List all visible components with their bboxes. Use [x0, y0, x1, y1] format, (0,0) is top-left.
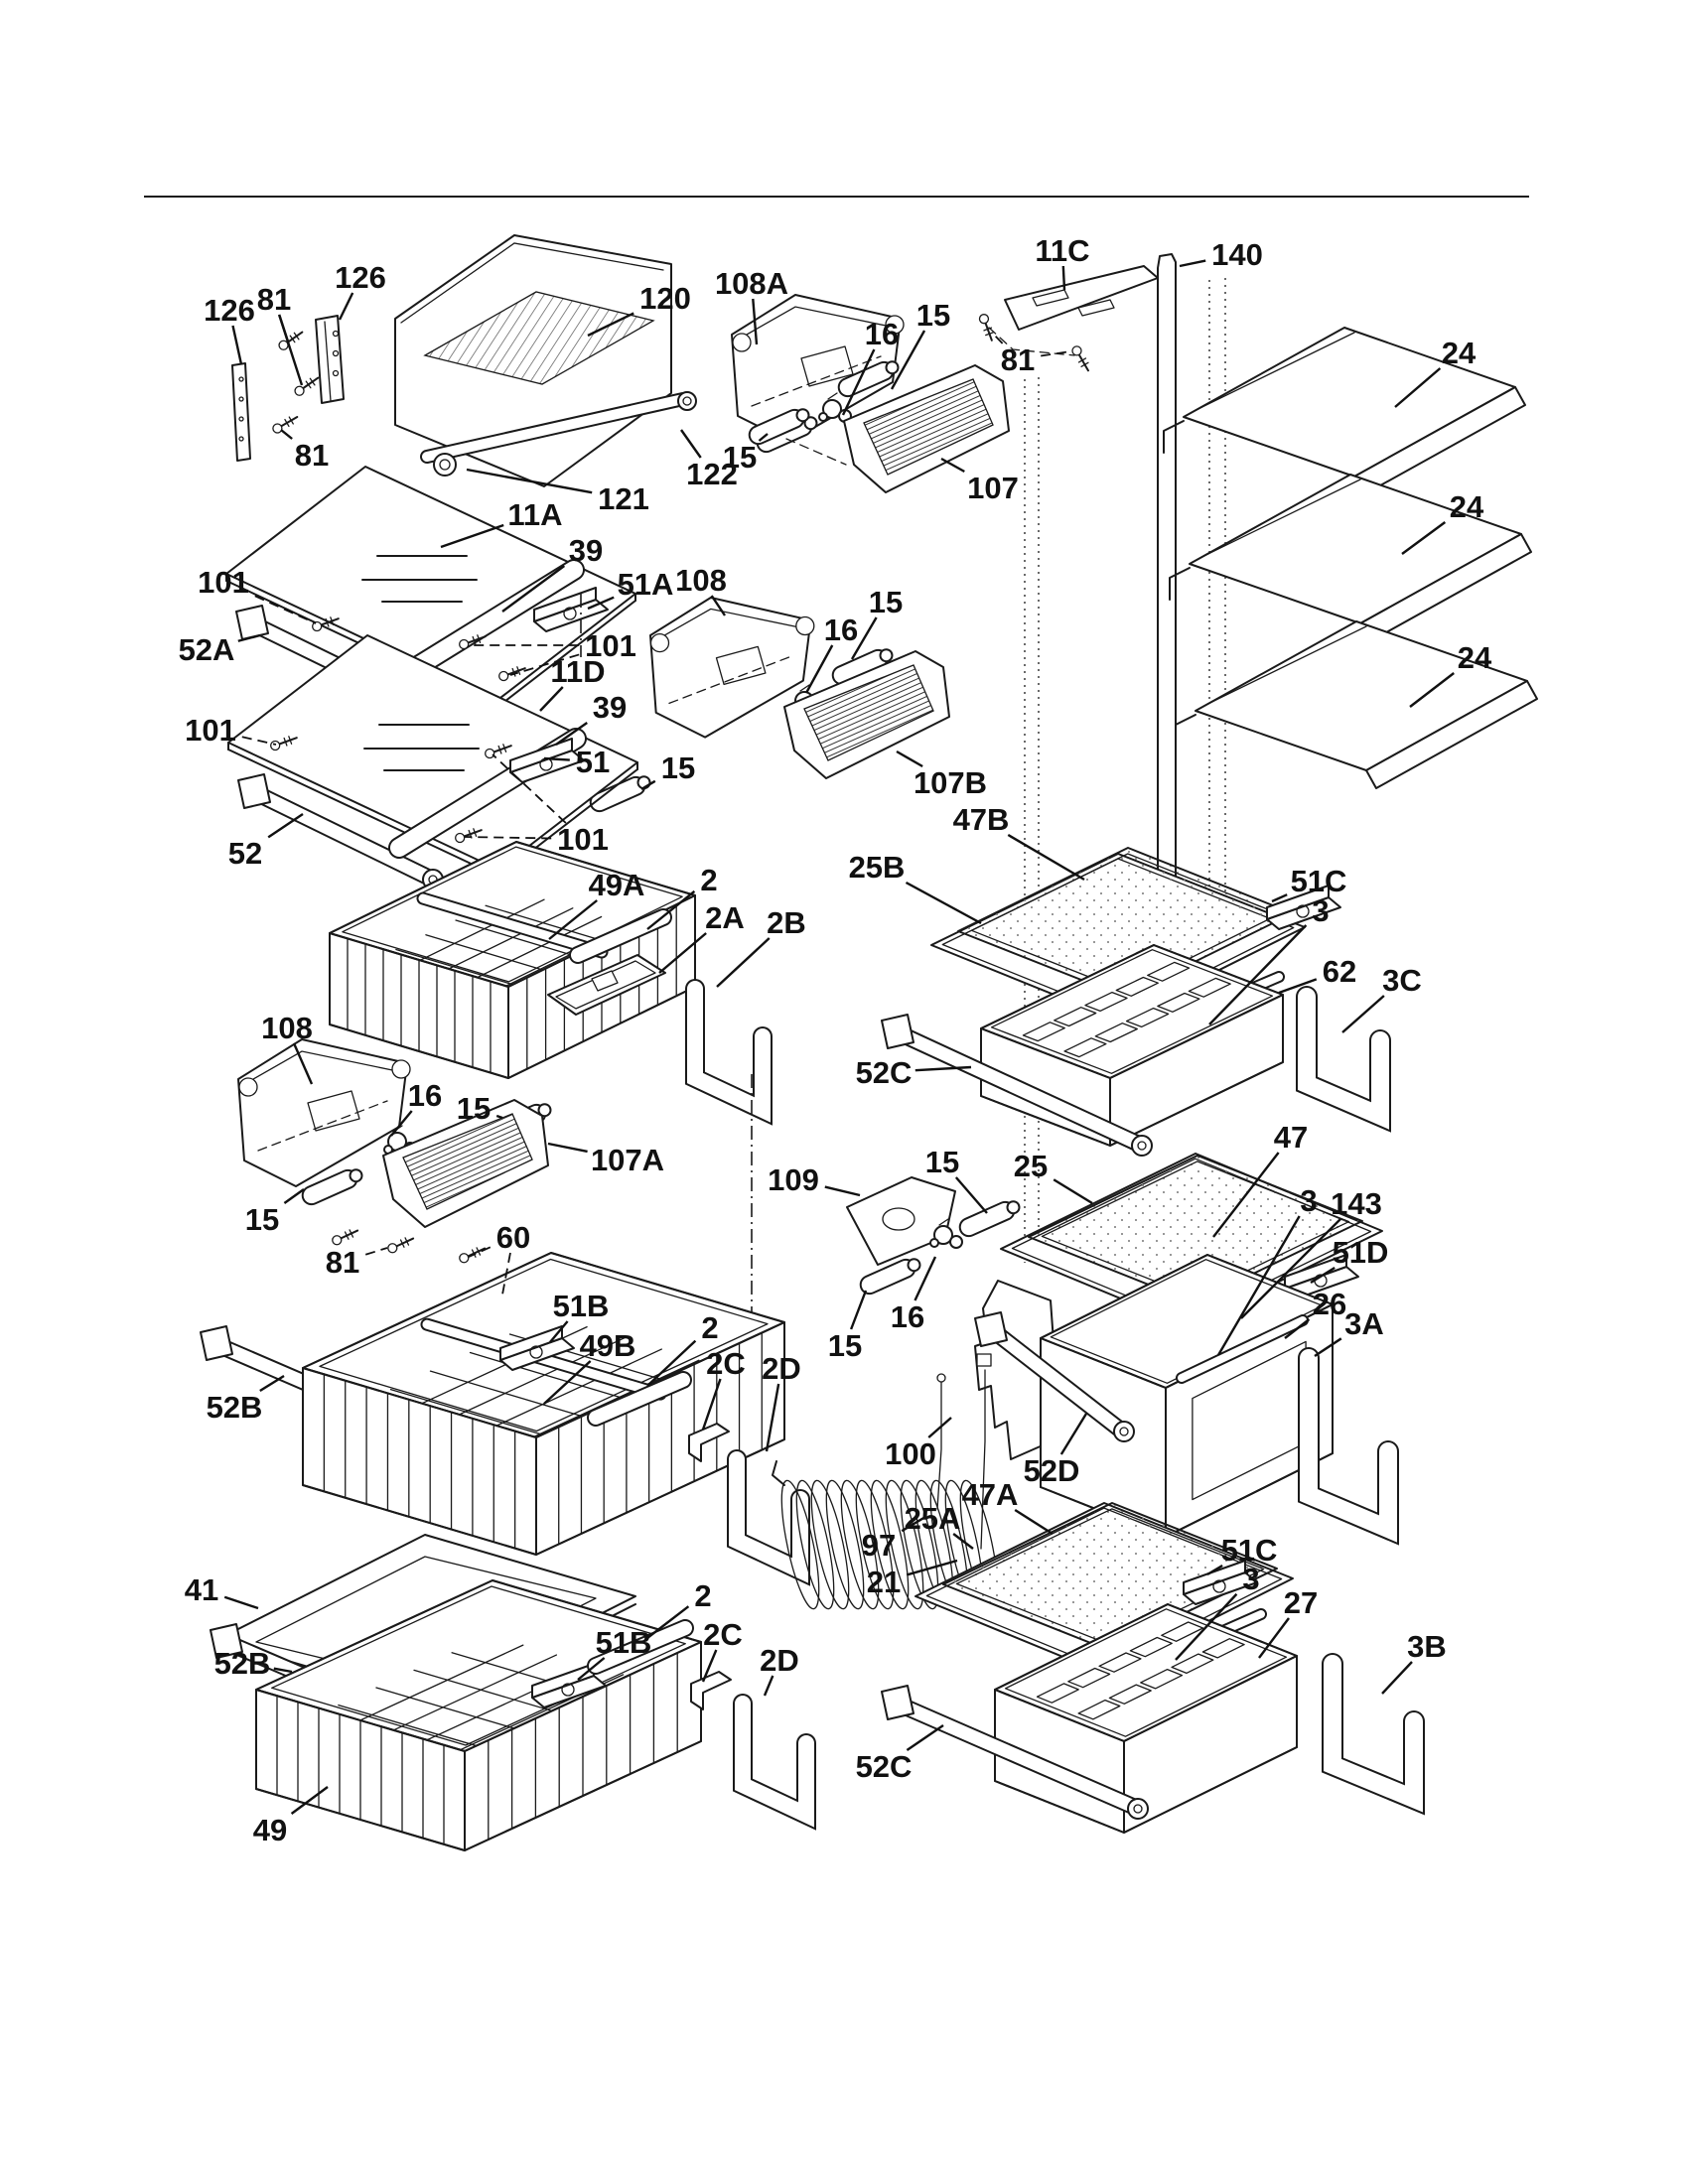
- part-label-51: 51: [575, 744, 611, 779]
- part-label-47: 47: [1273, 1119, 1309, 1155]
- part-label-49b: 49B: [579, 1327, 636, 1363]
- part-label-52a: 52A: [178, 631, 235, 667]
- part-label-47b: 47B: [952, 801, 1010, 837]
- leader-line: [1008, 835, 1084, 880]
- part-label-52: 52: [227, 835, 263, 871]
- part-label-3b: 3B: [1407, 1628, 1447, 1664]
- part-label-11c: 11C: [1035, 232, 1090, 268]
- leader-line: [1054, 1179, 1092, 1203]
- part-label-109: 109: [768, 1161, 819, 1197]
- part-label-11d: 11D: [550, 653, 606, 689]
- leader-line: [340, 293, 352, 320]
- leader-line: [897, 751, 922, 766]
- part-label-25b: 25B: [848, 849, 906, 885]
- leader-line: [1342, 996, 1384, 1032]
- part-label-51c: 51C: [1220, 1532, 1278, 1568]
- part-label-15: 15: [660, 750, 696, 785]
- part-label-52c: 52C: [855, 1748, 913, 1784]
- part-label-16: 16: [864, 316, 900, 351]
- part-label-81: 81: [1000, 341, 1036, 377]
- leader-line: [941, 459, 964, 472]
- part-label-15: 15: [244, 1201, 280, 1237]
- part-label-140: 140: [1211, 236, 1263, 272]
- part-label-24: 24: [1457, 639, 1492, 675]
- leader-line: [907, 1561, 957, 1574]
- part-label-25a: 25A: [904, 1500, 961, 1536]
- part-label-24: 24: [1441, 335, 1477, 370]
- leader-line: [825, 1187, 860, 1195]
- part-label-108a: 108A: [714, 265, 789, 301]
- part-label-2c: 2C: [703, 1616, 743, 1652]
- part-label-26: 26: [1312, 1286, 1347, 1321]
- leader-line: [928, 1418, 951, 1437]
- part-label-62: 62: [1322, 953, 1357, 989]
- part-label-143: 143: [1331, 1185, 1382, 1221]
- part-label-49: 49: [252, 1812, 288, 1847]
- part-label-51a: 51A: [617, 566, 674, 602]
- leader-line: [268, 814, 303, 837]
- part-label-107a: 107A: [590, 1142, 665, 1177]
- part-label-16: 16: [823, 612, 859, 647]
- part-label-47a: 47A: [961, 1476, 1019, 1512]
- part-label-52b: 52B: [213, 1645, 271, 1681]
- part-label-2d: 2D: [762, 1350, 801, 1386]
- part-label-15: 15: [827, 1327, 863, 1363]
- leader-line: [806, 645, 832, 693]
- part-label-15: 15: [868, 584, 904, 619]
- part-label-2: 2: [694, 1577, 712, 1613]
- part-label-122: 122: [686, 456, 738, 491]
- part-label-25: 25: [1013, 1148, 1049, 1183]
- leader-line: [1180, 261, 1205, 266]
- part-label-3c: 3C: [1382, 962, 1422, 998]
- leader-line: [765, 1676, 773, 1696]
- part-label-108: 108: [675, 562, 727, 598]
- part-label-11a: 11A: [507, 496, 563, 532]
- leader-line: [540, 687, 563, 711]
- part-label-15: 15: [924, 1144, 960, 1179]
- part-label-2d: 2D: [760, 1642, 799, 1678]
- part-label-60: 60: [495, 1219, 531, 1255]
- leader-line: [284, 1189, 304, 1203]
- part-label-52d: 52D: [1023, 1452, 1080, 1488]
- leader-line: [717, 938, 770, 987]
- leader-line: [851, 1291, 866, 1329]
- part-label-126: 126: [335, 259, 386, 295]
- leader-line: [260, 1376, 284, 1391]
- part-label-3a: 3A: [1344, 1305, 1384, 1341]
- leader-line: [544, 758, 570, 760]
- part-label-2b: 2B: [767, 904, 806, 940]
- part-label-49a: 49A: [588, 867, 645, 902]
- part-label-101: 101: [198, 564, 249, 600]
- part-label-107b: 107B: [913, 764, 988, 800]
- leader-line: [1015, 1510, 1053, 1534]
- part-label-16: 16: [890, 1298, 925, 1334]
- part-label-126: 126: [204, 292, 255, 328]
- leader-line: [281, 430, 292, 439]
- part-label-15: 15: [915, 297, 951, 333]
- part-label-41: 41: [184, 1571, 219, 1607]
- part-label-100: 100: [885, 1435, 936, 1471]
- part-label-121: 121: [598, 480, 649, 516]
- part-label-101: 101: [557, 821, 609, 857]
- part-label-101: 101: [585, 627, 636, 663]
- part-label-2c: 2C: [706, 1345, 746, 1381]
- part-label-51c: 51C: [1290, 863, 1347, 898]
- part-label-51b: 51B: [595, 1624, 652, 1660]
- part-label-39: 39: [592, 689, 628, 725]
- leader-line: [548, 1144, 588, 1152]
- leader-line: [1063, 266, 1064, 290]
- part-label-2a: 2A: [705, 899, 745, 935]
- part-label-2: 2: [701, 1309, 719, 1345]
- part-label-120: 120: [639, 280, 691, 316]
- leader-line: [906, 883, 981, 923]
- leader-line: [365, 1248, 387, 1255]
- leader-line: [224, 1597, 258, 1608]
- part-label-101: 101: [185, 712, 236, 748]
- part-label-51d: 51D: [1332, 1234, 1389, 1270]
- part-label-15: 15: [456, 1090, 492, 1126]
- part-label-52c: 52C: [855, 1054, 913, 1090]
- part-label-107: 107: [967, 470, 1019, 505]
- part-label-2: 2: [700, 862, 718, 897]
- part-label-15: 15: [722, 439, 758, 475]
- leader-line: [907, 1725, 943, 1750]
- part-label-52b: 52B: [206, 1389, 263, 1425]
- part-label-3: 3: [1312, 892, 1330, 928]
- diagram-structure: [144, 197, 1537, 1850]
- leader-line: [956, 1177, 987, 1213]
- part-label-16: 16: [407, 1077, 443, 1113]
- part-label-81: 81: [256, 281, 292, 317]
- part-label-108: 108: [261, 1010, 313, 1045]
- leader-line: [681, 430, 701, 458]
- leader-line: [1382, 1662, 1412, 1694]
- part-label-24: 24: [1449, 488, 1484, 524]
- leader-line: [232, 326, 241, 364]
- part-label-97: 97: [861, 1527, 897, 1563]
- leader-line: [469, 1247, 491, 1257]
- part-label-81: 81: [325, 1244, 360, 1280]
- part-label-51b: 51B: [552, 1288, 610, 1323]
- part-label-21: 21: [866, 1564, 902, 1599]
- part-label-81: 81: [294, 437, 330, 473]
- part-label-3: 3: [1300, 1182, 1318, 1218]
- part-label-39: 39: [568, 532, 604, 568]
- part-label-27: 27: [1283, 1584, 1319, 1620]
- part-label-3: 3: [1242, 1561, 1260, 1596]
